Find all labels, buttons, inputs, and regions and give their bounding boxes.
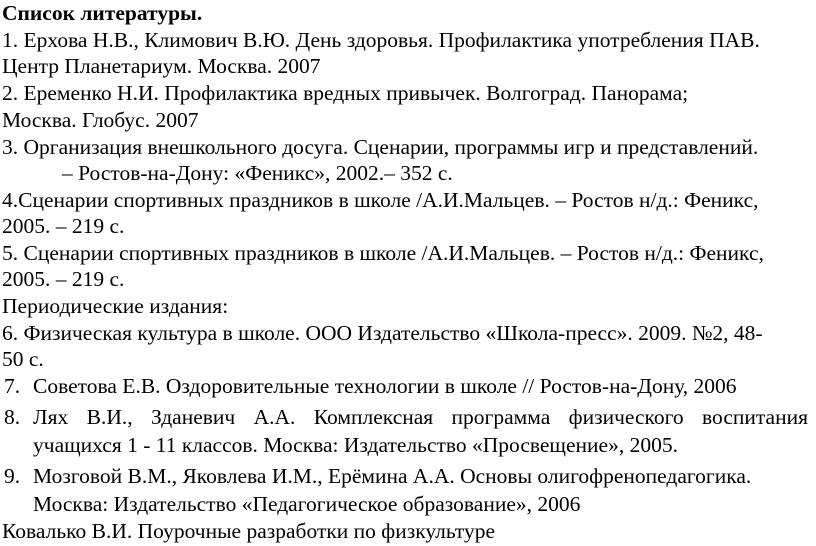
entry-4-line-2: 2005. – 219 с. — [2, 214, 125, 238]
entry-3-line-2: – Ростов-на-Дону: «Феникс», 2002.– 352 с. — [62, 161, 453, 185]
entry-8-line-2: учащихся 1 - 11 классов. Москва: Издательство «Просвещение», 2005. — [33, 433, 678, 457]
last-line: Ковалько В.И. Поурочные разработки по физкультуре — [2, 519, 496, 543]
page-title: Список литературы. — [2, 1, 203, 25]
periodicals-heading: Периодические издания: — [2, 294, 229, 318]
entry-9-line-1: Мозговой В.М., Яковлева И.М., Ерёмина А.А. Основы олигофренопедагогика. — [33, 464, 752, 488]
entry-1-line-1: 1. Ерхова Н.В., Климович В.Ю. День здоровья. Профилактика употребления ПАВ. — [2, 28, 760, 52]
entry-4-line-1: 4.Сценарии спортивных праздников в школе /А.И.Мальцев. – Ростов н/д.: Феникс, — [2, 188, 759, 212]
entry-8-line-1: Лях В.И., Зданевич А.А. Комплексная программа физического воспитания — [33, 405, 808, 429]
entry-7-line-1: Советова Е.В. Оздоровительные технологии в школе // Ростов-на-Дону, 2006 — [33, 374, 737, 398]
entry-6-line-2: 50 с. — [2, 347, 44, 371]
entry-5-line-1: 5. Сценарии спортивных праздников в школе /А.И.Мальцев. – Ростов н/д.: Феникс, — [2, 241, 764, 265]
entry-2-line-1: 2. Еременко Н.И. Профилактика вредных привычек. Волгоград. Панорама; — [2, 81, 689, 105]
entry-7-number: 7. — [4, 374, 21, 398]
entry-5-line-2: 2005. – 219 с. — [2, 267, 125, 291]
entry-3-line-1: 3. Организация внешкольного досуга. Сценарии, программы игр и представлений. — [2, 135, 759, 159]
entry-9-line-2: Москва: Издательство «Педагогическое образование», 2006 — [33, 492, 581, 516]
entry-8-number: 8. — [4, 405, 21, 429]
entry-9-number: 9. — [4, 464, 21, 488]
entry-2-line-2: Москва. Глобус. 2007 — [2, 108, 199, 132]
entry-1-line-2: Центр Планетариум. Москва. 2007 — [2, 54, 321, 78]
entry-6-line-1: 6. Физическая культура в школе. ООО Издательство «Школа-пресс». 2009. №2, 48- — [2, 321, 763, 345]
